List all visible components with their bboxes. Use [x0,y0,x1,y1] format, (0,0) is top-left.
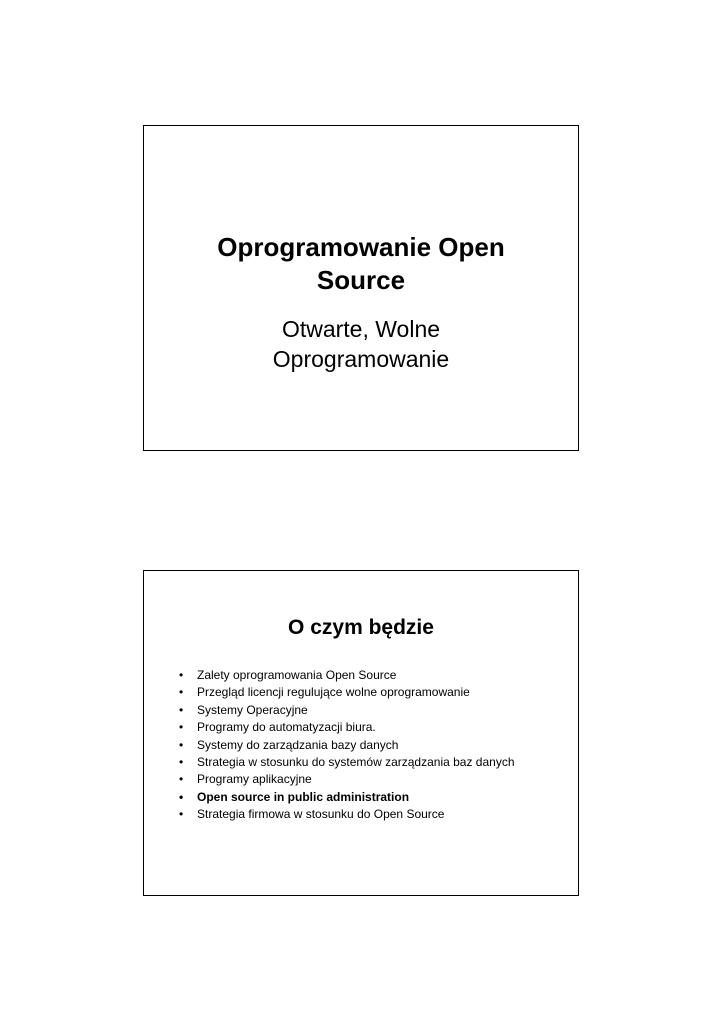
agenda-item [179,806,515,823]
presentation-subtitle-line-2: Oprogramowanie [272,346,450,372]
bullet-icon: • [179,702,184,717]
agenda-item-text: Strategia w stosunku do systemów zarządzania baz danych [197,755,515,770]
agenda-item [179,667,515,684]
agenda-item-text: Open source in public administration [197,789,410,804]
presentation-title [144,231,578,297]
bullet-icon: • [179,807,184,822]
agenda-heading: O czym będzie [288,616,434,639]
agenda-item [179,702,515,719]
presentation-title-line-2: Source [316,265,406,295]
slide-agenda [143,570,579,896]
agenda-item-text: Systemy do zarządzania bazy danych [197,737,399,752]
agenda-item [179,771,515,788]
bullet-icon: • [179,772,184,787]
agenda-item-highlighted [179,789,515,806]
bullet-icon: • [179,685,184,700]
presentation-subtitle-line-1: Otwarte, Wolne [281,316,441,342]
presentation-title-line-1: Oprogramowanie Open [217,232,505,262]
agenda-list [179,667,515,824]
presentation-subtitle [144,314,578,374]
agenda-item [179,754,515,771]
agenda-item-text: Programy do automatyzacji biura. [197,720,376,735]
agenda-item [179,737,515,754]
agenda-item-text: Zalety oprogramowania Open Source [197,668,397,682]
slide-title [143,125,579,451]
agenda-item-text: Przegląd licencji regulujące wolne oprogramowanie [197,685,470,700]
agenda-item [179,684,515,701]
agenda-item [179,719,515,736]
agenda-item-text: Systemy Operacyjne [197,702,308,717]
bullet-icon: • [179,789,184,804]
bullet-icon: • [179,737,184,752]
bullet-icon: • [179,755,184,770]
agenda-item-text: Programy aplikacyjne [197,772,312,787]
agenda-item-text: Strategia firmowa w stosunku do Open Source [197,807,445,822]
bullet-icon: • [179,720,184,735]
bullet-icon: • [179,668,184,682]
